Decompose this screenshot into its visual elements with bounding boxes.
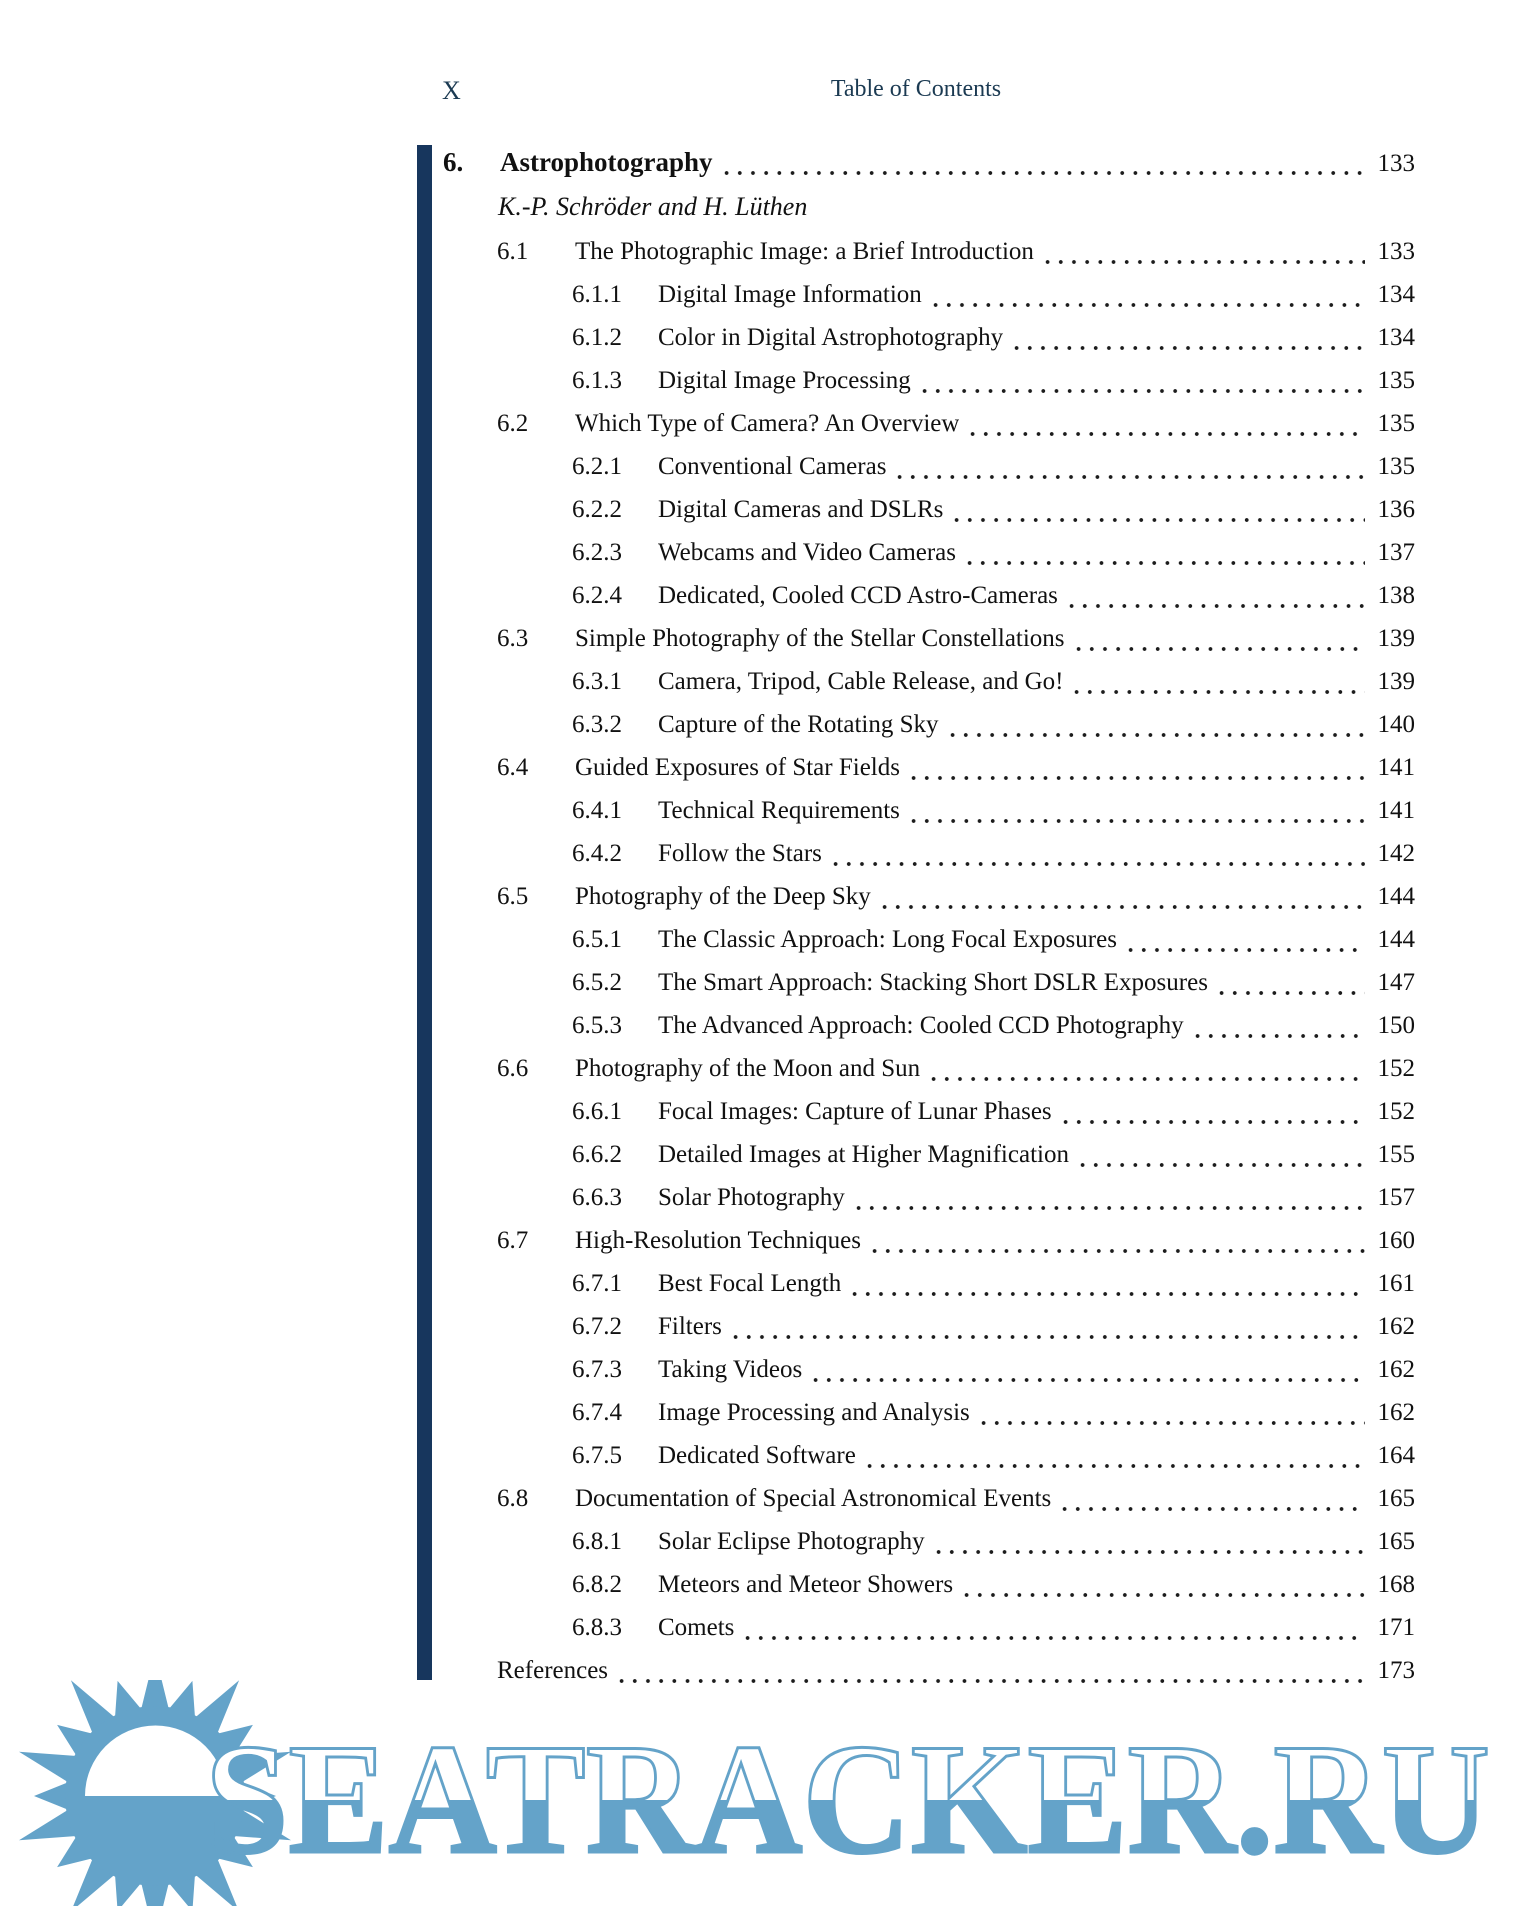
entry-page-number: 171 [1377,1614,1415,1641]
dot-leader [829,832,1365,875]
entry-title: Color in Digital Astrophotography [658,324,1004,351]
seatracker-watermark [0,1680,1520,1906]
entry-number: 6.7.2 [572,1313,622,1340]
toc-entry-row [497,875,1415,918]
toc-entry-row [572,1133,1415,1176]
entry-number: 6.2.4 [572,582,622,609]
toc-entry-row [572,1434,1415,1477]
dot-leader [932,1520,1365,1563]
entry-page-number: 168 [1377,1571,1415,1598]
entry-title: Detailed Images at Higher Magnification [658,1141,1069,1168]
entry-page-number: 144 [1377,926,1415,953]
toc-entry-row [572,1563,1415,1606]
entry-page-number: 157 [1377,1184,1415,1211]
entry-title: Digital Image Information [658,281,922,308]
entry-number: 6.8.1 [572,1528,622,1555]
toc-entries [432,230,1415,1692]
toc-entry-row [572,1305,1415,1348]
toc-entry-row [572,703,1415,746]
entry-number: 6.3.2 [572,711,622,738]
toc-entry-row [572,1348,1415,1391]
dot-leader [966,402,1365,445]
dot-leader [729,1305,1365,1348]
entry-title: Conventional Cameras [658,453,887,480]
entry-page-number: 155 [1377,1141,1415,1168]
entry-page-number: 152 [1377,1098,1415,1125]
chapter-number: 6. [443,147,464,177]
toc-entry-row [497,402,1415,445]
toc-entry-row [497,1047,1415,1090]
entry-page-number: 139 [1377,668,1415,695]
entry-title: The Classic Approach: Long Focal Exposures [658,926,1117,953]
entry-page-number: 173 [1377,1657,1415,1684]
entry-page-number: 165 [1377,1485,1415,1512]
entry-title: Image Processing and Analysis [658,1399,970,1426]
dot-leader [918,359,1365,402]
entry-page-number: 135 [1377,410,1415,437]
entry-title: Webcams and Video Cameras [658,539,957,566]
dot-leader [1010,316,1365,359]
entry-title: References [497,1657,609,1684]
entry-title: Best Focal Length [658,1270,842,1297]
toc-entry-row [572,660,1415,703]
entry-page-number: 136 [1377,496,1415,523]
entry-title: The Photographic Image: a Brief Introduction [575,238,1034,265]
dot-leader [848,1262,1365,1305]
entry-title: Solar Photography [658,1184,845,1211]
dot-leader [977,1391,1365,1434]
dot-leader [929,273,1365,316]
entry-number: 6.6.3 [572,1184,622,1211]
entry-number: 6.1.1 [572,281,622,308]
entry-page-number: 137 [1377,539,1415,566]
toc-entry-row [572,1090,1415,1133]
toc-entry-row [572,789,1415,832]
entry-number: 6.1 [497,238,529,265]
toc-entry-row [497,746,1415,789]
entry-title: Filters [658,1313,722,1340]
dot-leader [878,875,1365,918]
entry-page-number: 162 [1377,1313,1415,1340]
entry-page-number: 135 [1377,367,1415,394]
entry-number: 6.5.3 [572,1012,622,1039]
dot-leader [720,136,1365,188]
dot-leader [1191,1004,1365,1047]
entry-number: 6.3 [497,625,529,652]
dot-leader [863,1434,1365,1477]
dot-leader [809,1348,1365,1391]
entry-number: 6.4 [497,754,529,781]
dot-leader [927,1047,1365,1090]
entry-title: Photography of the Deep Sky [575,883,871,910]
chapter-title: Astrophotography [500,147,713,177]
dot-leader [852,1176,1365,1219]
entry-number: 6.8.2 [572,1571,622,1598]
entry-page-number: 138 [1377,582,1415,609]
toc-entry-row [572,1391,1415,1434]
entry-page-number: 141 [1377,754,1415,781]
entry-page-number: 141 [1377,797,1415,824]
toc-entry-row [572,918,1415,961]
chapter-accent-bar [417,145,432,1680]
entry-number: 6.2.1 [572,453,622,480]
entry-number: 6.5 [497,883,529,910]
entry-title: Follow the Stars [658,840,822,867]
chapter-heading-row [432,136,1415,188]
toc-entry-row [572,1262,1415,1305]
entry-number: 6.1.2 [572,324,622,351]
entry-title: Taking Videos [658,1356,803,1383]
entry-number: 6.7.5 [572,1442,622,1469]
dot-leader [963,531,1365,574]
toc-entry-row [572,273,1415,316]
dot-leader [950,488,1365,531]
toc-entry-row [572,316,1415,359]
entry-title: Dedicated Software [658,1442,856,1469]
entry-title: Photography of the Moon and Sun [575,1055,921,1082]
entry-title: Capture of the Rotating Sky [658,711,939,738]
dot-leader [1124,918,1365,961]
dot-leader [893,445,1365,488]
entry-number: 6.2.3 [572,539,622,566]
entry-title: Documentation of Special Astronomical Events [575,1485,1052,1512]
entry-title: Simple Photography of the Stellar Constellations [575,625,1065,652]
dot-leader [1059,1090,1365,1133]
entry-number: 6.6 [497,1055,529,1082]
toc-entry-row [572,531,1415,574]
entry-title: Meteors and Meteor Showers [658,1571,954,1598]
entry-number: 6.6.1 [572,1098,622,1125]
entry-title: Focal Images: Capture of Lunar Phases [658,1098,1052,1125]
toc-entry-row [572,574,1415,617]
toc-entry-row [572,1606,1415,1649]
dot-leader [1058,1477,1365,1520]
toc-entry-row [497,1219,1415,1262]
table-of-contents [432,136,1415,1692]
entry-number: 6.7.3 [572,1356,622,1383]
dot-leader [946,703,1365,746]
entry-title: Guided Exposures of Star Fields [575,754,900,781]
entry-number: 6.3.1 [572,668,622,695]
toc-entry-row [572,832,1415,875]
watermark-text: SEATRACKER.RU [205,1712,1490,1887]
entry-page-number: 162 [1377,1356,1415,1383]
toc-entry-row [572,1176,1415,1219]
toc-entry-row [572,359,1415,402]
toc-entry-row [497,230,1415,273]
entry-page-number: 140 [1377,711,1415,738]
dot-leader [868,1219,1365,1262]
entry-title: Camera, Tripod, Cable Release, and Go! [658,668,1064,695]
entry-page-number: 134 [1377,324,1415,351]
entry-number: 6.8.3 [572,1614,622,1641]
toc-entry-row [497,1477,1415,1520]
dot-leader [1215,961,1365,1004]
dot-leader [1065,574,1365,617]
entry-number: 6.7 [497,1227,529,1254]
entry-page-number: 152 [1377,1055,1415,1082]
dot-leader [1041,230,1365,273]
entry-page-number: 142 [1377,840,1415,867]
toc-entry-row [572,961,1415,1004]
dot-leader [907,789,1365,832]
page-number-roman: X [442,76,461,105]
entry-page-number: 133 [1377,238,1415,265]
entry-number: 6.4.1 [572,797,622,824]
entry-title: Digital Image Processing [658,367,911,394]
entry-number: 6.1.3 [572,367,622,394]
entry-page-number: 161 [1377,1270,1415,1297]
toc-entry-row [497,617,1415,660]
toc-entry-row [572,1520,1415,1563]
entry-number: 6.2 [497,410,529,437]
dot-leader [907,746,1365,789]
entry-page-number: 147 [1377,969,1415,996]
toc-entry-row [572,1004,1415,1047]
entry-number: 6.7.1 [572,1270,622,1297]
entry-title: High-Resolution Techniques [575,1227,861,1254]
entry-page-number: 135 [1377,453,1415,480]
toc-entry-row [572,445,1415,488]
entry-title: The Smart Approach: Stacking Short DSLR Exposures [658,969,1208,996]
entry-page-number: 134 [1377,281,1415,308]
entry-number: 6.6.2 [572,1141,622,1168]
entry-page-number: 160 [1377,1227,1415,1254]
entry-page-number: 150 [1377,1012,1415,1039]
dot-leader [1070,660,1365,703]
entry-title: Which Type of Camera? An Overview [575,410,960,437]
entry-number: 6.4.2 [572,840,622,867]
entry-title: The Advanced Approach: Cooled CCD Photography [658,1012,1184,1039]
entry-title: Comets [658,1614,735,1641]
entry-number: 6.2.2 [572,496,622,523]
entry-title: Technical Requirements [658,797,900,824]
dot-leader [1072,617,1365,660]
page-header [417,76,1415,110]
dot-leader [1076,1133,1365,1176]
toc-entry-row [572,488,1415,531]
dot-leader [741,1606,1365,1649]
entry-page-number: 144 [1377,883,1415,910]
entry-number: 6.5.1 [572,926,622,953]
entry-number: 6.8 [497,1485,529,1512]
dot-leader [960,1563,1365,1606]
chapter-page-number: 133 [1377,150,1415,177]
entry-number: 6.5.2 [572,969,622,996]
entry-page-number: 165 [1377,1528,1415,1555]
running-head-title: Table of Contents [830,76,1002,102]
entry-title: Solar Eclipse Photography [658,1528,925,1555]
entry-number: 6.7.4 [572,1399,622,1426]
chapter-authors: K.-P. Schröder and H. Lüthen [498,192,808,221]
entry-title: Dedicated, Cooled CCD Astro-Cameras [658,582,1058,609]
entry-page-number: 139 [1377,625,1415,652]
entry-page-number: 162 [1377,1399,1415,1426]
entry-title: Digital Cameras and DSLRs [658,496,944,523]
entry-page-number: 164 [1377,1442,1415,1469]
